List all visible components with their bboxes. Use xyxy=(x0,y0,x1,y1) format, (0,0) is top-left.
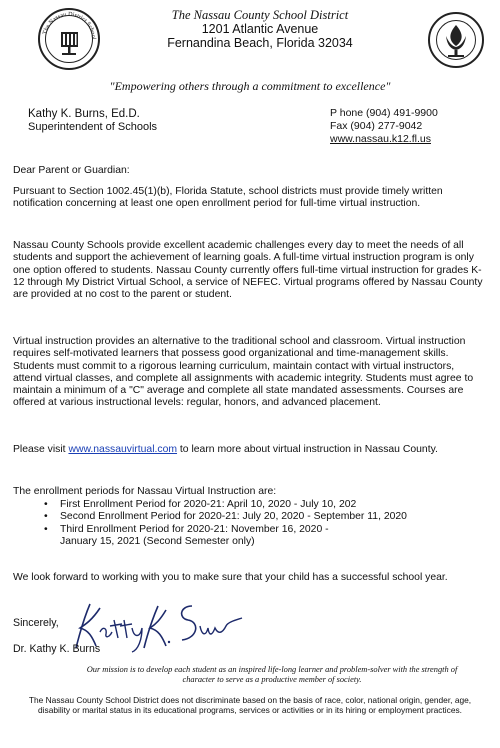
period-second: Second Enrollment Period for 2020-21: July 20, 2020 - September 11, 2020 xyxy=(60,511,407,523)
district-letterhead xyxy=(110,8,410,50)
period-first: First Enrollment Period for 2020-21: April 10, 2020 - July 10, 202 xyxy=(60,499,357,510)
greeting: Dear Parent or Guardian: xyxy=(13,165,130,176)
paragraph-virtual-instruction: Virtual instruction provides an alternative to the traditional school and classroom. Virtual instruction requires self-motivated learners that possess good organizational and time-management skills. Students must commit to a rigorous learning curriculum, maintain contact with virtual instructors, attend virtual classes, and complete all assignments with academic integrity. Students must agree to maintain a minimum of a "C" average and complete all state mandated assessments. Courses are offered at various instructional levels: regular, honors, and advanced placement. xyxy=(13,336,474,409)
bullet-icon: • xyxy=(44,523,48,535)
signer-name: Dr. Kathy K. Burns xyxy=(13,643,101,655)
district-website: www.nassau.k12.fl.us xyxy=(330,133,431,145)
district-motto: "Empowering others through a commitment to excellence" xyxy=(109,79,391,93)
closing-paragraph: We look forward to working with you to make sure that your child has a successful school year. xyxy=(13,572,448,583)
bullet-icon: • xyxy=(44,499,48,510)
seal-tree-icon xyxy=(38,8,100,70)
district-city: Fernandina Beach, Florida 32034 xyxy=(167,36,353,50)
paragraph-programs: Nassau County Schools provide excellent academic challenges every day to meet the needs of all students and support the achievement of learning goals. A full-time virtual instruction program is only one option offered to students. Nassau County currently offers full-time virtual instruction for grades K-12 through My District Virtual School, a service of NEFEC. Virtual programs offered by Nassau County are provided at no cost to the parent or student. xyxy=(13,240,483,301)
enrollment-period-list xyxy=(14,499,484,548)
nondiscrimination-footer: The Nassau County School District does not discriminate based on the basis of race, color, national origin, gender, age, disability or marital status in its educational programs, services or activities or in its hiring or employment practices. xyxy=(28,695,472,716)
svg-text:The Nassau District Schools: The Nassau District School xyxy=(41,10,98,40)
district-seal-logo xyxy=(38,8,100,70)
district-street: 1201 Atlantic Avenue xyxy=(201,22,319,36)
paragraph-visit xyxy=(13,444,485,456)
contact-block xyxy=(330,107,438,146)
superintendent-title: Superintendent of Schools xyxy=(28,121,158,133)
emblem-flame-icon xyxy=(428,12,484,68)
visit-text-after: to learn more about virtual instruction in Nassau County. xyxy=(177,444,438,455)
list-item xyxy=(14,499,484,511)
right-emblem-logo xyxy=(428,12,484,68)
enrollment-intro: The enrollment periods for Nassau Virtual Instruction are: xyxy=(13,486,277,497)
nassau-virtual-link[interactable]: www.nassauvirtual.com xyxy=(68,444,178,455)
superintendent-name: Kathy K. Burns, Ed.D. xyxy=(28,108,140,120)
period-third: Third Enrollment Period for 2020-21: November 16, 2020 - January 15, 2021 (Second Semester only) xyxy=(60,523,329,547)
sincerely-text: Sincerely, xyxy=(13,617,59,629)
fax-number: Fax (904) 277-9042 xyxy=(330,120,423,132)
phone-number: P hone (904) 491-9900 xyxy=(330,107,438,119)
superintendent-block xyxy=(28,108,157,134)
list-item xyxy=(14,524,484,549)
district-name: The Nassau County School District xyxy=(171,8,349,22)
visit-text-before: Please visit xyxy=(13,444,69,455)
list-item xyxy=(14,511,484,523)
bullet-icon: • xyxy=(44,511,48,523)
paragraph-statute: Pursuant to Section 1002.45(1)(b), Florida Statute, school districts must provide timely written notification concerning at least one open enrollment period for full-time virtual instruction. xyxy=(13,186,443,210)
mission-statement: Our mission is to develop each student as an inspired life-long learner and problem-solver with the strength of character to serve as a productive member of society. xyxy=(86,665,458,684)
